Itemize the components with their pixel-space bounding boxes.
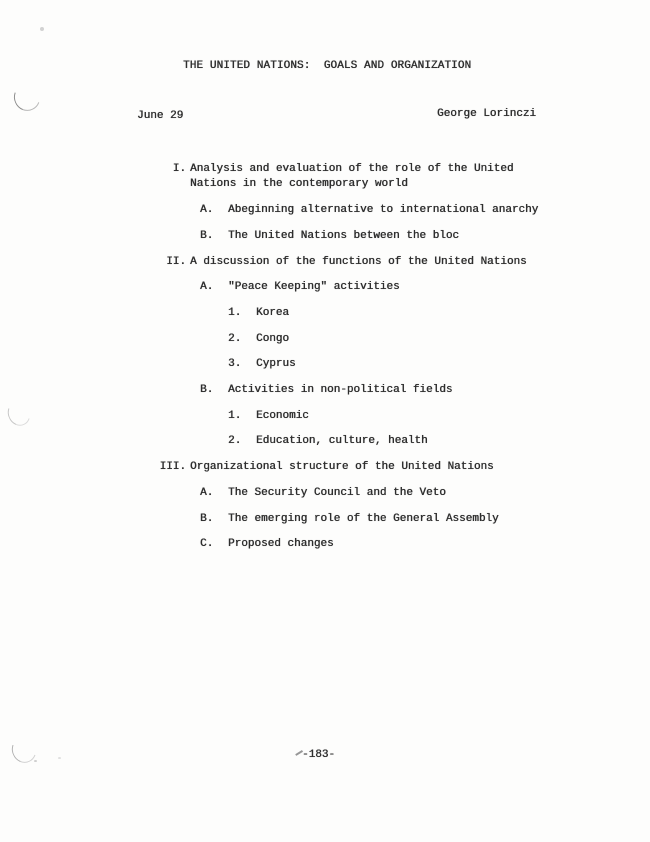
outline-item [0,162,600,193]
outline-item-label: C. [200,538,214,551]
outline-item-text: Korea [256,306,290,319]
outline-item-text: The United Nations between the bloc [228,229,460,242]
outline-item [0,306,600,321]
pen-mark-top-left [10,80,45,115]
outline-item-label: B. [200,384,214,397]
outline-item-text: The Security Council and the Veto [228,486,446,499]
outline-item-text: Economic [256,409,309,422]
document-title: THE UNITED NATIONS: GOALS AND ORGANIZATION [183,60,472,72]
outline-item [0,229,600,244]
outline-item [0,486,600,501]
outline-item-text: "Peace Keeping" activities [228,281,400,294]
scan-speck-bottom-2 [58,757,61,759]
outline-item-label: A. [200,486,214,499]
outline-item-label: B. [200,229,214,242]
outline-item [0,203,600,218]
outline-item-text: Activities in non-political fields [228,384,453,397]
outline-item-label: B. [200,512,214,525]
outline-item-label: A. [200,204,214,217]
outline-item-label: 2. [228,435,242,448]
outline [0,162,600,563]
outline-item-text: Education, culture, health [256,435,428,448]
outline-item-label: 1. [228,409,242,422]
outline-item-text: The emerging role of the General Assembly [228,512,499,525]
outline-item [0,332,600,347]
outline-item-text: A discussion of the functions of the United Nations [190,255,527,268]
outline-item-label: 3. [228,358,242,371]
outline-item-text: Congo [256,332,290,345]
outline-item-label: A. [200,281,214,294]
outline-item [0,434,600,449]
scan-speck-bottom [34,760,37,762]
document-date: June 29 [137,110,184,122]
outline-item-text: Analysis and evaluation of the role of the United Nations in the contemporary world [190,163,514,191]
outline-item-text: Cyprus [256,358,296,371]
outline-item-label: I. [172,163,186,175]
outline-item [0,409,600,424]
outline-item-text: Abeginning alternative to international anarchy [228,204,539,217]
outline-item [0,512,600,527]
outline-item [0,357,600,372]
outline-item [0,537,600,552]
outline-item-text: Organizational structure of the United Nations [190,461,494,474]
outline-item-label: 2. [228,332,242,345]
outline-item-text: Proposed changes [228,538,334,551]
outline-item-label: II. [166,255,186,268]
outline-item-label: 1. [228,306,242,319]
outline-item [0,383,600,398]
outline-item-label: III. [159,461,186,474]
outline-item [0,280,600,295]
page-number: -183- [302,749,336,761]
scan-speck-top [40,27,44,31]
outline-item [0,255,600,270]
outline-item [0,460,600,475]
document-author: George Lorinczi [437,108,537,120]
